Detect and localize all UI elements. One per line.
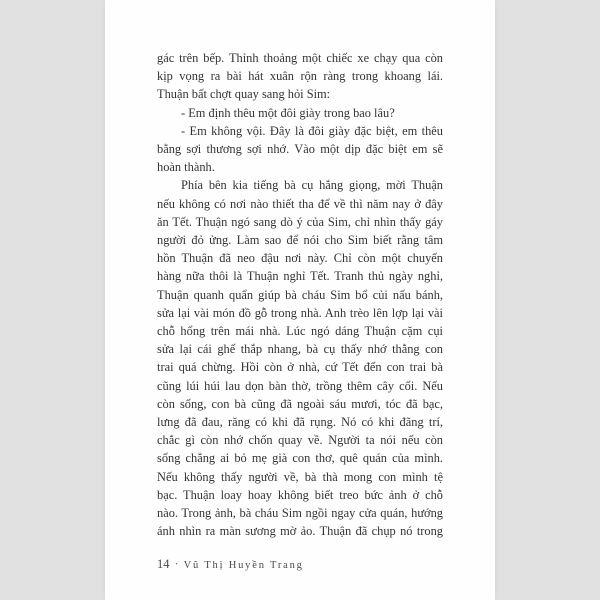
text-line: chắc gì còn nhớ chốn quay về. Người ta nói nếu còn [157, 433, 443, 448]
text-line: sửa lại vài món đồ gỗ trong nhà. Anh trèo lên lợp lại vài [157, 305, 443, 320]
text-line-dialog: - Em định thêu một đôi giày trong bao lâu? [181, 105, 395, 120]
text-line: hàng nữa thôi là Thuận nghỉ Tết. Tranh thủ ngày nghỉ, [157, 269, 443, 284]
text-line: gác trên bếp. Thỉnh thoảng một chiếc xe chạy qua còn [157, 51, 443, 65]
footer-separator: · [174, 557, 179, 571]
text-line: lưng đã đau, răng có khi đã rụng. Nó có khi đãng trí, [157, 415, 443, 430]
text-line: hồn Thuận đã neo đậu nơi này. Chỉ còn một chuyến [157, 251, 443, 266]
text-line: ăn Tết. Thuận ngó sang dò ý của Sim, chỉ nhìn thấy gáy [157, 214, 443, 229]
text-line: sống chẳng ai bỏ mẹ già con thơ, quê quán của mình. [157, 451, 443, 466]
text-line: ánh nhìn ra màn sương mờ ảo. Thuận đã chụp nó trong [157, 524, 443, 539]
text-line: chỗ hổng trên mái nhà. Lúc ngó dáng Thuận cặm cụi [157, 324, 443, 339]
page-number: 14 [157, 557, 170, 571]
text-line: Phía bên kia tiếng bà cụ hắng giọng, mời Thuận [181, 178, 443, 193]
text-line: Thuận bất chợt quay sang hỏi Sim: [157, 87, 331, 102]
author-name: Vũ Thị Huyền Trang [183, 560, 304, 571]
page-text [157, 49, 443, 540]
text-line: nếu không có nơi nào thiết tha để về thì năm nay ở đây [157, 196, 443, 211]
text-line: Thuận quanh quẩn giúp bà cháu Sim bổ củi nấu bánh, [157, 287, 443, 302]
text-line: người đỏ ửng. Làm sao để nói cho Sim biết rằng tâm [157, 233, 443, 248]
text-line: trai quá chừng. Hồi còn ở nhà, cứ Tết đến con trai bà [157, 360, 443, 375]
page-footer [157, 557, 304, 572]
text-line: sửa lại cái ghế thắp nhang, bà cụ thấy nhớ thằng con [157, 342, 443, 357]
book-page [105, 0, 495, 600]
text-line: bằng sợi thương sợi nhớ. Vào một dịp đặc biệt em sẽ [157, 142, 443, 157]
text-line: hoàn thành. [157, 160, 215, 175]
text-line: kịp vọng ra bài hát xuân rộn ràng trong khoang lái. [157, 69, 443, 84]
text-line: cũng lúi húi lau dọn bàn thờ, trồng thêm cây cối. Nếu [157, 378, 443, 393]
text-line-dialog: - Em không vội. Đây là đôi giày đặc biệt, em thêu [181, 123, 443, 138]
text-line: còn sống, con bà cũng đã ngoài sáu mươi, tóc đã bạc, [157, 396, 443, 411]
text-line: Nếu không thấy người về, bà thà mong con mình tệ [157, 469, 443, 484]
text-line: nào. Trong ảnh, bà cháu Sim ngồi ngay cửa quán, hướng [157, 506, 443, 521]
text-line: bạc. Thuận loay hoay không biết treo bức ảnh ở chỗ [157, 487, 443, 502]
